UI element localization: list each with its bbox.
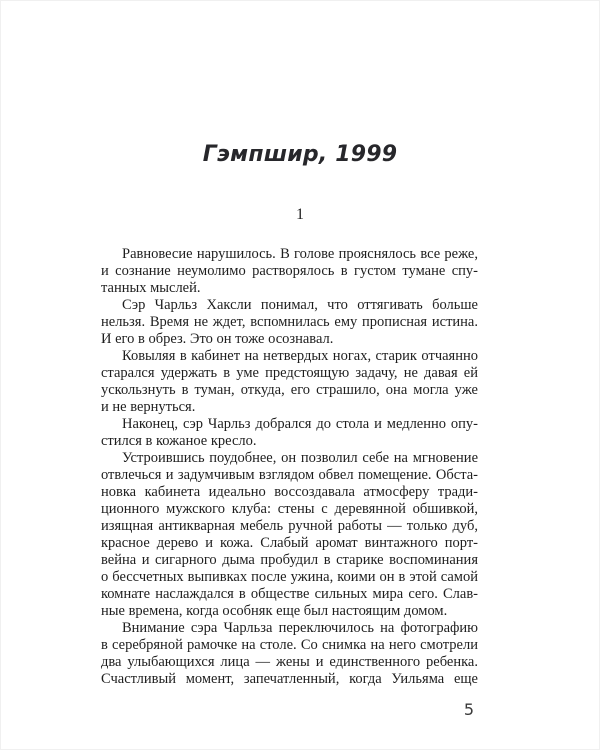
paragraph xyxy=(101,297,478,348)
text-line: нельзя. Время не ждет, вспомнилась ему прописная истина. xyxy=(101,314,478,330)
text-line: отвлечься и задумчивым взглядом обвел помещение. Обста- xyxy=(101,467,478,483)
text-line: изящная антикварная мебель ручной работы — только дуб, xyxy=(101,518,478,534)
paragraph xyxy=(101,348,478,416)
text-line: танных мыслей. xyxy=(101,280,201,296)
text-line: Счастливый момент, запечатленный, когда Уильяма еще xyxy=(101,671,478,687)
body-text xyxy=(101,246,478,688)
text-line: Сэр Чарльз Хаксли понимал, что оттягивать больше xyxy=(122,297,478,313)
text-line: два улыбающихся лица — жены и единственного ребенка. xyxy=(101,654,478,670)
text-line: в серебряной рамочке на столе. Со снимка на него смотрели xyxy=(101,637,478,653)
text-line: И его в обрез. Это он тоже осознавал. xyxy=(101,331,334,347)
paragraph xyxy=(101,620,478,688)
text-line: ные времена, когда особняк еще был настоящим домом. xyxy=(101,603,448,619)
text-line: комнате наслаждался в обществе сильных мира сего. Слав- xyxy=(101,586,478,602)
text-line: Ковыляя в кабинет на нетвердых ногах, старик отчаянно xyxy=(122,348,478,364)
page-number: 5 xyxy=(463,700,474,719)
paragraph xyxy=(101,450,478,620)
text-line: красное дерево и кожа. Слабый аромат винтажного порт- xyxy=(101,535,478,551)
text-line: и не вернуться. xyxy=(101,399,196,415)
text-line: ускользнуть в туман, откуда, его страшило, она могла уже xyxy=(101,382,478,398)
text-line: Устроившись поудобнее, он позволил себе на мгновение xyxy=(122,450,478,466)
paragraph xyxy=(101,246,478,297)
text-line: стился в кожаное кресло. xyxy=(101,433,257,449)
text-line: и сознание неумолимо растворялось в густом тумане спу- xyxy=(101,263,478,279)
text-line: Равновесие нарушилось. В голове прояснялось все реже, xyxy=(122,246,478,262)
text-line: Наконец, сэр Чарльз добрался до стола и медленно опу- xyxy=(122,416,478,432)
text-line: Внимание сэра Чарльза переключилось на фотографию xyxy=(122,620,478,636)
chapter-number: 1 xyxy=(296,206,304,223)
page-title: Гэмпшир, 1999 xyxy=(202,142,398,167)
text-line: ционного мужского клуба: стены с деревянной обшивкой, xyxy=(101,501,478,517)
paragraph xyxy=(101,416,478,450)
text-line: о бессчетных выпивках после ужина, коими он в этой самой xyxy=(101,569,478,585)
text-line: вейна и сигарного дыма пробудил в старике воспоминания xyxy=(101,552,478,568)
text-line: старался удержать в уме предстоящую задачу, не давая ей xyxy=(101,365,478,381)
text-line: новка кабинета идеально воссоздавала атмосферу тради- xyxy=(101,484,478,500)
